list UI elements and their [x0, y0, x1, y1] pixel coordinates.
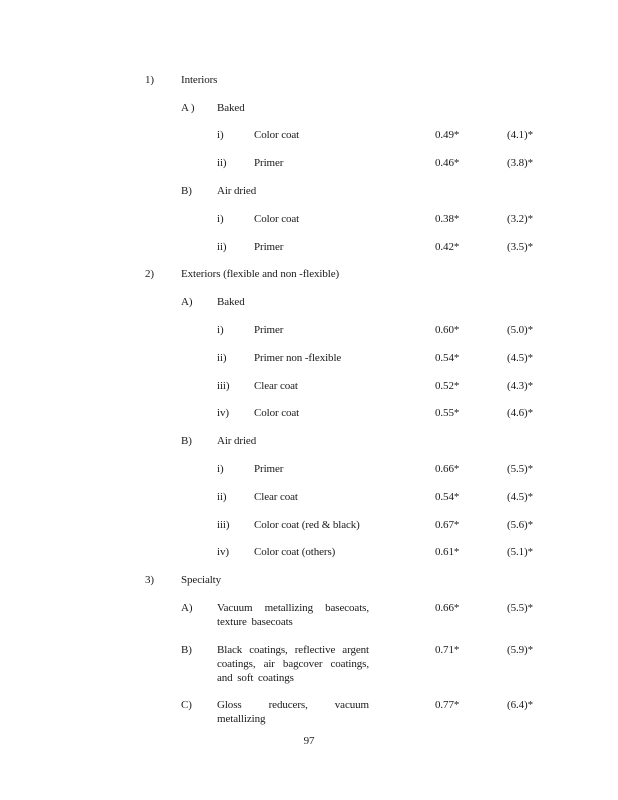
item-name: Color coat	[254, 213, 300, 225]
group-name: Vacuum metallizing basecoats, texture basecoats	[217, 602, 369, 628]
item-name: Primer	[254, 157, 284, 169]
group-label: A)	[181, 602, 193, 614]
item-name: Color coat	[254, 129, 300, 141]
group-label: B)	[181, 435, 192, 447]
item-value: 0.55*	[435, 407, 460, 419]
item-number: iii)	[217, 519, 230, 531]
item-paren-value: (5.5)*	[507, 602, 533, 614]
section-title: Exteriors (flexible and non -flexible)	[181, 268, 340, 280]
item-value: 0.60*	[435, 324, 460, 336]
item-value: 0.71*	[435, 644, 460, 656]
item-number: ii)	[217, 491, 227, 503]
item-paren-value: (5.6)*	[507, 519, 533, 531]
item-paren-value: (4.5)*	[507, 491, 533, 503]
group-label: B)	[181, 185, 192, 197]
item-name: Color coat (others)	[254, 546, 336, 558]
item-name: Primer	[254, 324, 284, 336]
item-number: iv)	[217, 546, 229, 558]
page-number: 97	[303, 735, 315, 747]
item-paren-value: (4.3)*	[507, 380, 533, 392]
group-label: C)	[181, 699, 192, 711]
group-name: Gloss reducers, vacuum metallizing	[217, 699, 369, 725]
item-value: 0.49*	[435, 129, 460, 141]
item-number: ii)	[217, 241, 227, 253]
item-value: 0.38*	[435, 213, 460, 225]
item-paren-value: (3.5)*	[507, 241, 533, 253]
item-number: iv)	[217, 407, 229, 419]
item-value: 0.61*	[435, 546, 460, 558]
group-name: Air dried	[217, 185, 257, 197]
item-number: iii)	[217, 380, 230, 392]
group-label: A)	[181, 296, 193, 308]
section-number: 1)	[145, 74, 154, 86]
item-number: i)	[217, 463, 224, 475]
item-value: 0.42*	[435, 241, 460, 253]
group-name: Baked	[217, 296, 245, 308]
item-name: Primer	[254, 241, 284, 253]
group-label: B)	[181, 644, 192, 656]
item-value: 0.46*	[435, 157, 460, 169]
section-title: Specialty	[181, 574, 222, 586]
group-name: Black coatings, reflective argent coatings, air bagcover coatings, and soft coatings	[217, 644, 369, 684]
item-number: i)	[217, 324, 224, 336]
item-paren-value: (4.5)*	[507, 352, 533, 364]
group-name: Baked	[217, 102, 245, 114]
item-number: ii)	[217, 157, 227, 169]
item-value: 0.52*	[435, 380, 460, 392]
item-name: Color coat (red & black)	[254, 519, 360, 531]
item-value: 0.54*	[435, 352, 460, 364]
item-name: Clear coat	[254, 491, 298, 503]
item-value: 0.77*	[435, 699, 460, 711]
section-number: 2)	[145, 268, 154, 280]
item-paren-value: (3.8)*	[507, 157, 533, 169]
item-number: i)	[217, 129, 224, 141]
item-paren-value: (5.0)*	[507, 324, 533, 336]
section-number: 3)	[145, 574, 154, 586]
item-paren-value: (3.2)*	[507, 213, 533, 225]
item-number: i)	[217, 213, 224, 225]
item-name: Color coat	[254, 407, 300, 419]
item-paren-value: (5.1)*	[507, 546, 533, 558]
item-paren-value: (5.9)*	[507, 644, 533, 656]
item-paren-value: (4.6)*	[507, 407, 533, 419]
item-name: Clear coat	[254, 380, 298, 392]
item-name: Primer	[254, 463, 284, 475]
group-label: A )	[181, 102, 195, 114]
item-value: 0.67*	[435, 519, 460, 531]
item-paren-value: (5.5)*	[507, 463, 533, 475]
section-title: Interiors	[181, 74, 218, 86]
item-value: 0.54*	[435, 491, 460, 503]
item-paren-value: (6.4)*	[507, 699, 533, 711]
item-value: 0.66*	[435, 463, 460, 475]
group-name: Air dried	[217, 435, 257, 447]
item-paren-value: (4.1)*	[507, 129, 533, 141]
item-number: ii)	[217, 352, 227, 364]
item-value: 0.66*	[435, 602, 460, 614]
item-name: Primer non -flexible	[254, 352, 342, 364]
